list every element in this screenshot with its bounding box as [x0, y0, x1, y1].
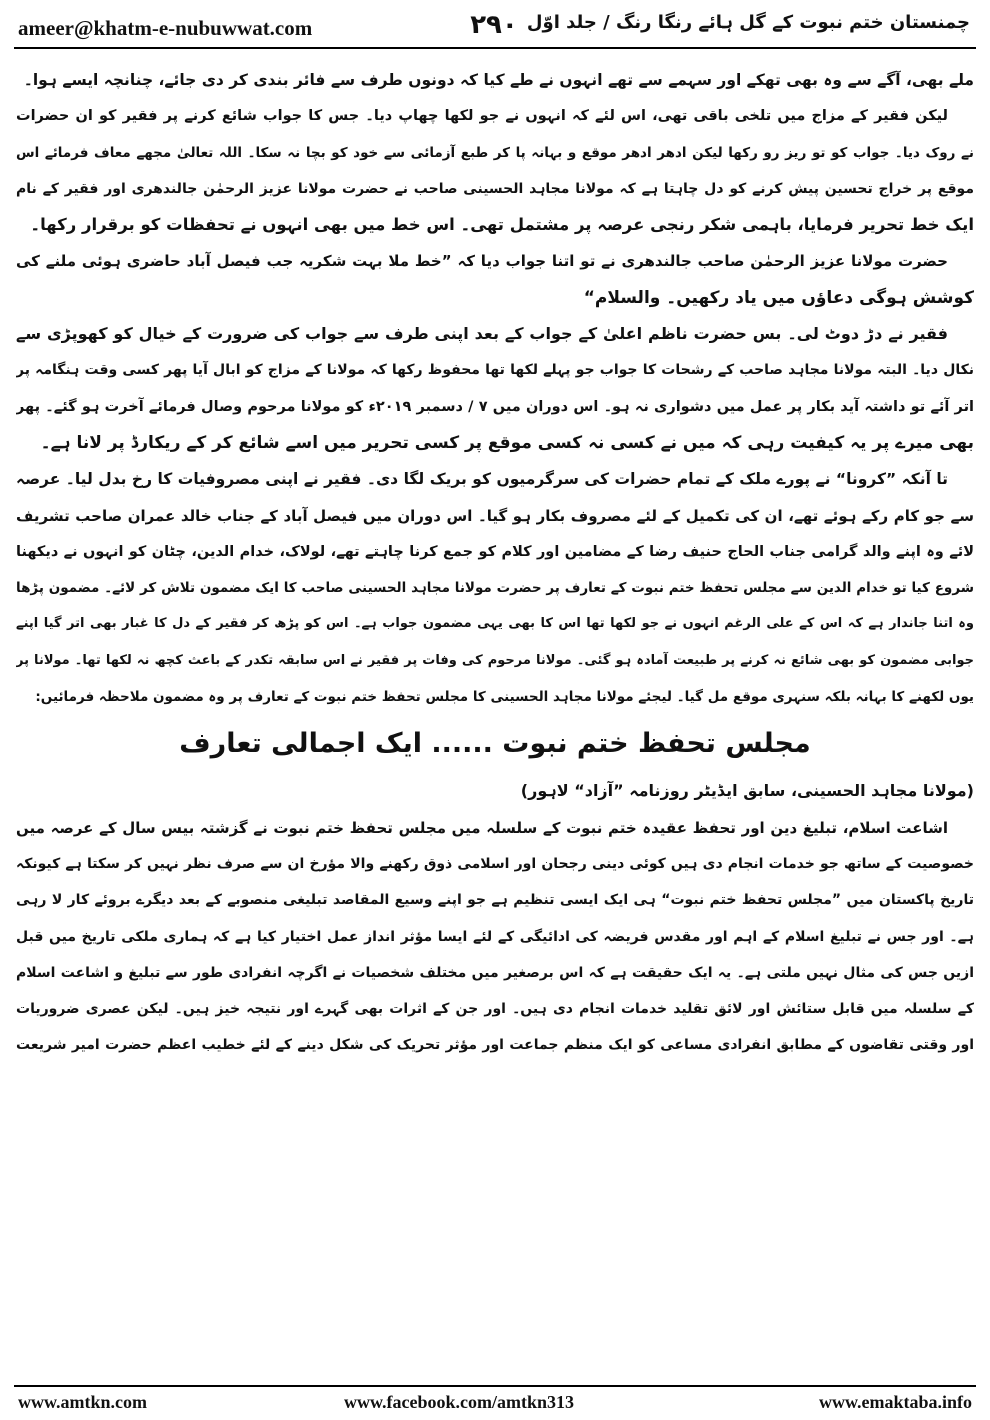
- text-line: سے جو کام رکے ہوئے تھے، ان کی تکمیل کے لئے مصروف بکار ہو گیا۔ اس دوران میں فیصل آباد کے جناب خالد عمران صاحب تشریف: [16, 506, 974, 525]
- header-email: ameer@khatm-e-nubuwwat.com: [18, 16, 313, 40]
- text-line: کے سلسلہ میں قابل ستائش اور لائق تقلید خدمات انجام دی ہیں۔ اور جن کے اثرات بھی گہرے اور نتیجہ خیز ہیں۔ لیکن عصری ضروریات: [16, 1001, 974, 1018]
- text-line: اتر آئے تو داشتہ آید بکار پر عمل میں دشواری نہ ہو۔ اس دوران میں ۷ / دسمبر ۲۰۱۹ء کو مولانا مرحوم وصال فرمائے آخرت ہو گئے۔ پھر: [16, 398, 974, 415]
- text-line: وہ اتنا جاندار ہے کہ اس کے علی الرغم انہوں نے جو لکھا تھا اس کا بھی یہی مضمون جواب ہے۔ اس کو پڑھ کر فقیر کے دل کا غبار بھی اتر گیا اپنے: [16, 616, 974, 632]
- text-line: شروع کیا تو خدام الدین سے مجلس تحفظ ختم نبوت کے تعارف پر حضرت مولانا مجاہد الحسینی صاحب کا ایک مضمون تلاش کر لائے۔ مضمون پڑھا: [16, 580, 974, 597]
- author-attribution: (مولانا مجاہد الحسینی، سابق ایڈیٹر روزنامہ ”آزاد“ لاہور): [520, 781, 974, 801]
- text-line: اشاعت اسلام، تبلیغ دین اور تحفظ عقیدہ ختم نبوت کے سلسلہ میں مجلس تحفظ ختم نبوت نے گزشتہ بیس سال کے عرصہ میں: [16, 818, 948, 837]
- text-line: نے روک دیا۔ جواب کو تو ریز رو رکھا لیکن ادھر ادھر موقع و بہانہ پا کر طبع آزمائی سے خود کو بچا نہ سکا۔ اللہ تعالیٰ مجھے معاف فرمائے اس: [16, 144, 974, 161]
- footer-divider: [14, 1385, 976, 1387]
- text-line: نکال دیا۔ البتہ مولانا مجاہد صاحب کے رشحات کا جواب جو پہلے لکھا تھا محفوظ رکھا کہ مولانا کے مزاج کو ابال آیا پھر کسی وقت ہنگامہ پر: [16, 362, 974, 379]
- text-line: خصوصیت کے ساتھ جو خدمات انجام دی ہیں کوئی دینی رجحان اور اسلامی ذوق رکھنے والا مؤرخ ان سے صرف نظر نہیں کر سکتا ہے کیونکہ: [16, 855, 974, 872]
- text-line: موقع پر خراج تحسین پیش کرنے کو دل چاہتا ہے کہ مولانا مجاہد الحسینی صاحب نے حضرت مولانا عزیز الرحمٰن جالندھری اور فقیر کے نام: [16, 180, 974, 197]
- section-heading: مجلس تحفظ ختم نبوت ...... ایک اجمالی تعارف: [179, 728, 811, 760]
- text-line: حضرت مولانا عزیز الرحمٰن صاحب جالندھری نے تو اتنا جواب دیا کہ ”خط ملا بہت شکریہ جب فیصل آباد حاضری ہوئی ملنے کی: [16, 252, 948, 271]
- text-line: بھی میرے پر یہ کیفیت رہی کہ میں نے کسی نہ کسی موقع پر کسی تحریر میں اسے شائع کر کے ریکارڈ پر لانا ہے۔: [40, 432, 974, 453]
- footer-link-left[interactable]: www.amtkn.com: [18, 1392, 147, 1412]
- text-line: ایک خط تحریر فرمایا، باہمی شکر رنجی عرصہ پر مشتمل تھی۔ اس خط میں بھی انہوں نے تحفظات کو برقرار رکھا۔: [30, 215, 974, 235]
- book-title: چمنستان ختم نبوت کے گل ہائے رنگا رنگ / جلد اوّل: [526, 12, 970, 33]
- text-line: تا آنکہ ”کرونا“ نے پورے ملک کے تمام حضرات کی سرگرمیوں کو بریک لگا دی۔ فقیر نے اپنی مصروفیات کا رخ بدل لیا۔ عرصہ: [16, 470, 948, 489]
- footer-link-right[interactable]: www.emaktaba.info: [818, 1392, 972, 1412]
- page-header: [14, 8, 976, 48]
- page-footer: [14, 1390, 976, 1416]
- text-line: ہے۔ اور جس نے تبلیغ اسلام کے اہم اور مقدس فریضہ کی ادائیگی کے لئے ایسا مؤثر انداز عمل اختیار کیا ہے کہ ہماری ملکی تاریخ میں قبل: [16, 928, 974, 945]
- page-number: ۲۹۰: [470, 10, 518, 40]
- footer-link-center[interactable]: www.facebook.com/amtkn313: [344, 1392, 574, 1412]
- text-line: یوں لکھنے کا بہانہ بلکہ سنہری موقع مل گیا۔ لیجئے مولانا مجاہد الحسینی کا مجلس تحفظ ختم نبوت کے تعارف پر وہ مضمون ملاحظہ فرمائیں:: [35, 689, 974, 706]
- text-line: ازیں جس کی مثال نہیں ملتی ہے۔ یہ ایک حقیقت ہے کہ اس برصغیر میں مختلف شخصیات نے اگرچہ انفرادی طور سے تبلیغ و اشاعت اسلام: [16, 964, 974, 981]
- text-line: تاریخ پاکستان میں ”مجلس تحفظ ختم نبوت“ ہی ایک ایسی تنظیم ہے جو اپنے وسیع المقاصد تبلیغی منصوبے کے بعد دیگرے بروئے کار لا رہی: [16, 892, 974, 909]
- text-line: لیکن فقیر کے مزاج میں تلخی باقی تھی، اس لئے کہ انہوں نے جو لکھا چھاپ دیا۔ جس کا جواب شائع کرنے پر فقیر کو ان حضرات: [16, 108, 948, 125]
- text-line: جوابی مضمون کو بھی شائع نہ کرنے پر طبیعت آمادہ ہو گئی۔ مولانا مرحوم کی وفات پر فقیر نے اس سابقہ تکدر کے باعث کچھ نہ لکھا تھا۔ مولانا پر: [16, 652, 974, 668]
- text-line: فقیر نے دڑ دوٹ لی۔ بس حضرت ناظم اعلیٰ کے جواب کے بعد اپنی طرف سے جواب کی ضرورت کے خیال کو کھوپڑی سے: [16, 324, 948, 344]
- page-body: [16, 62, 974, 1372]
- text-line: اور وقتی تقاضوں کے مطابق انفرادی مساعی کو ایک منظم جماعت اور مؤثر تحریک کی شکل دینے کے لئے خطیب اعظم حضرت امیر شریعت: [16, 1037, 974, 1054]
- text-line: لائے وہ اپنے والد گرامی جناب الحاج حنیف رضا کے مضامین اور کلام کو جمع کرنا چاہتے تھے، لولاک، خدام الدین، چٹان کو انہوں نے دیکھنا: [16, 543, 974, 560]
- text-line: ملے بھی، آگے سے وہ بھی تھکے اور سہمے سے تھے انہوں نے طے کیا کہ دونوں طرف سے فائر بندی کر دی جائے، چنانچہ ایسے ہوا۔: [23, 71, 974, 89]
- header-divider: [14, 47, 976, 49]
- text-line: کوشش ہوگی دعاؤں میں یاد رکھیں۔ والسلام“: [583, 287, 974, 308]
